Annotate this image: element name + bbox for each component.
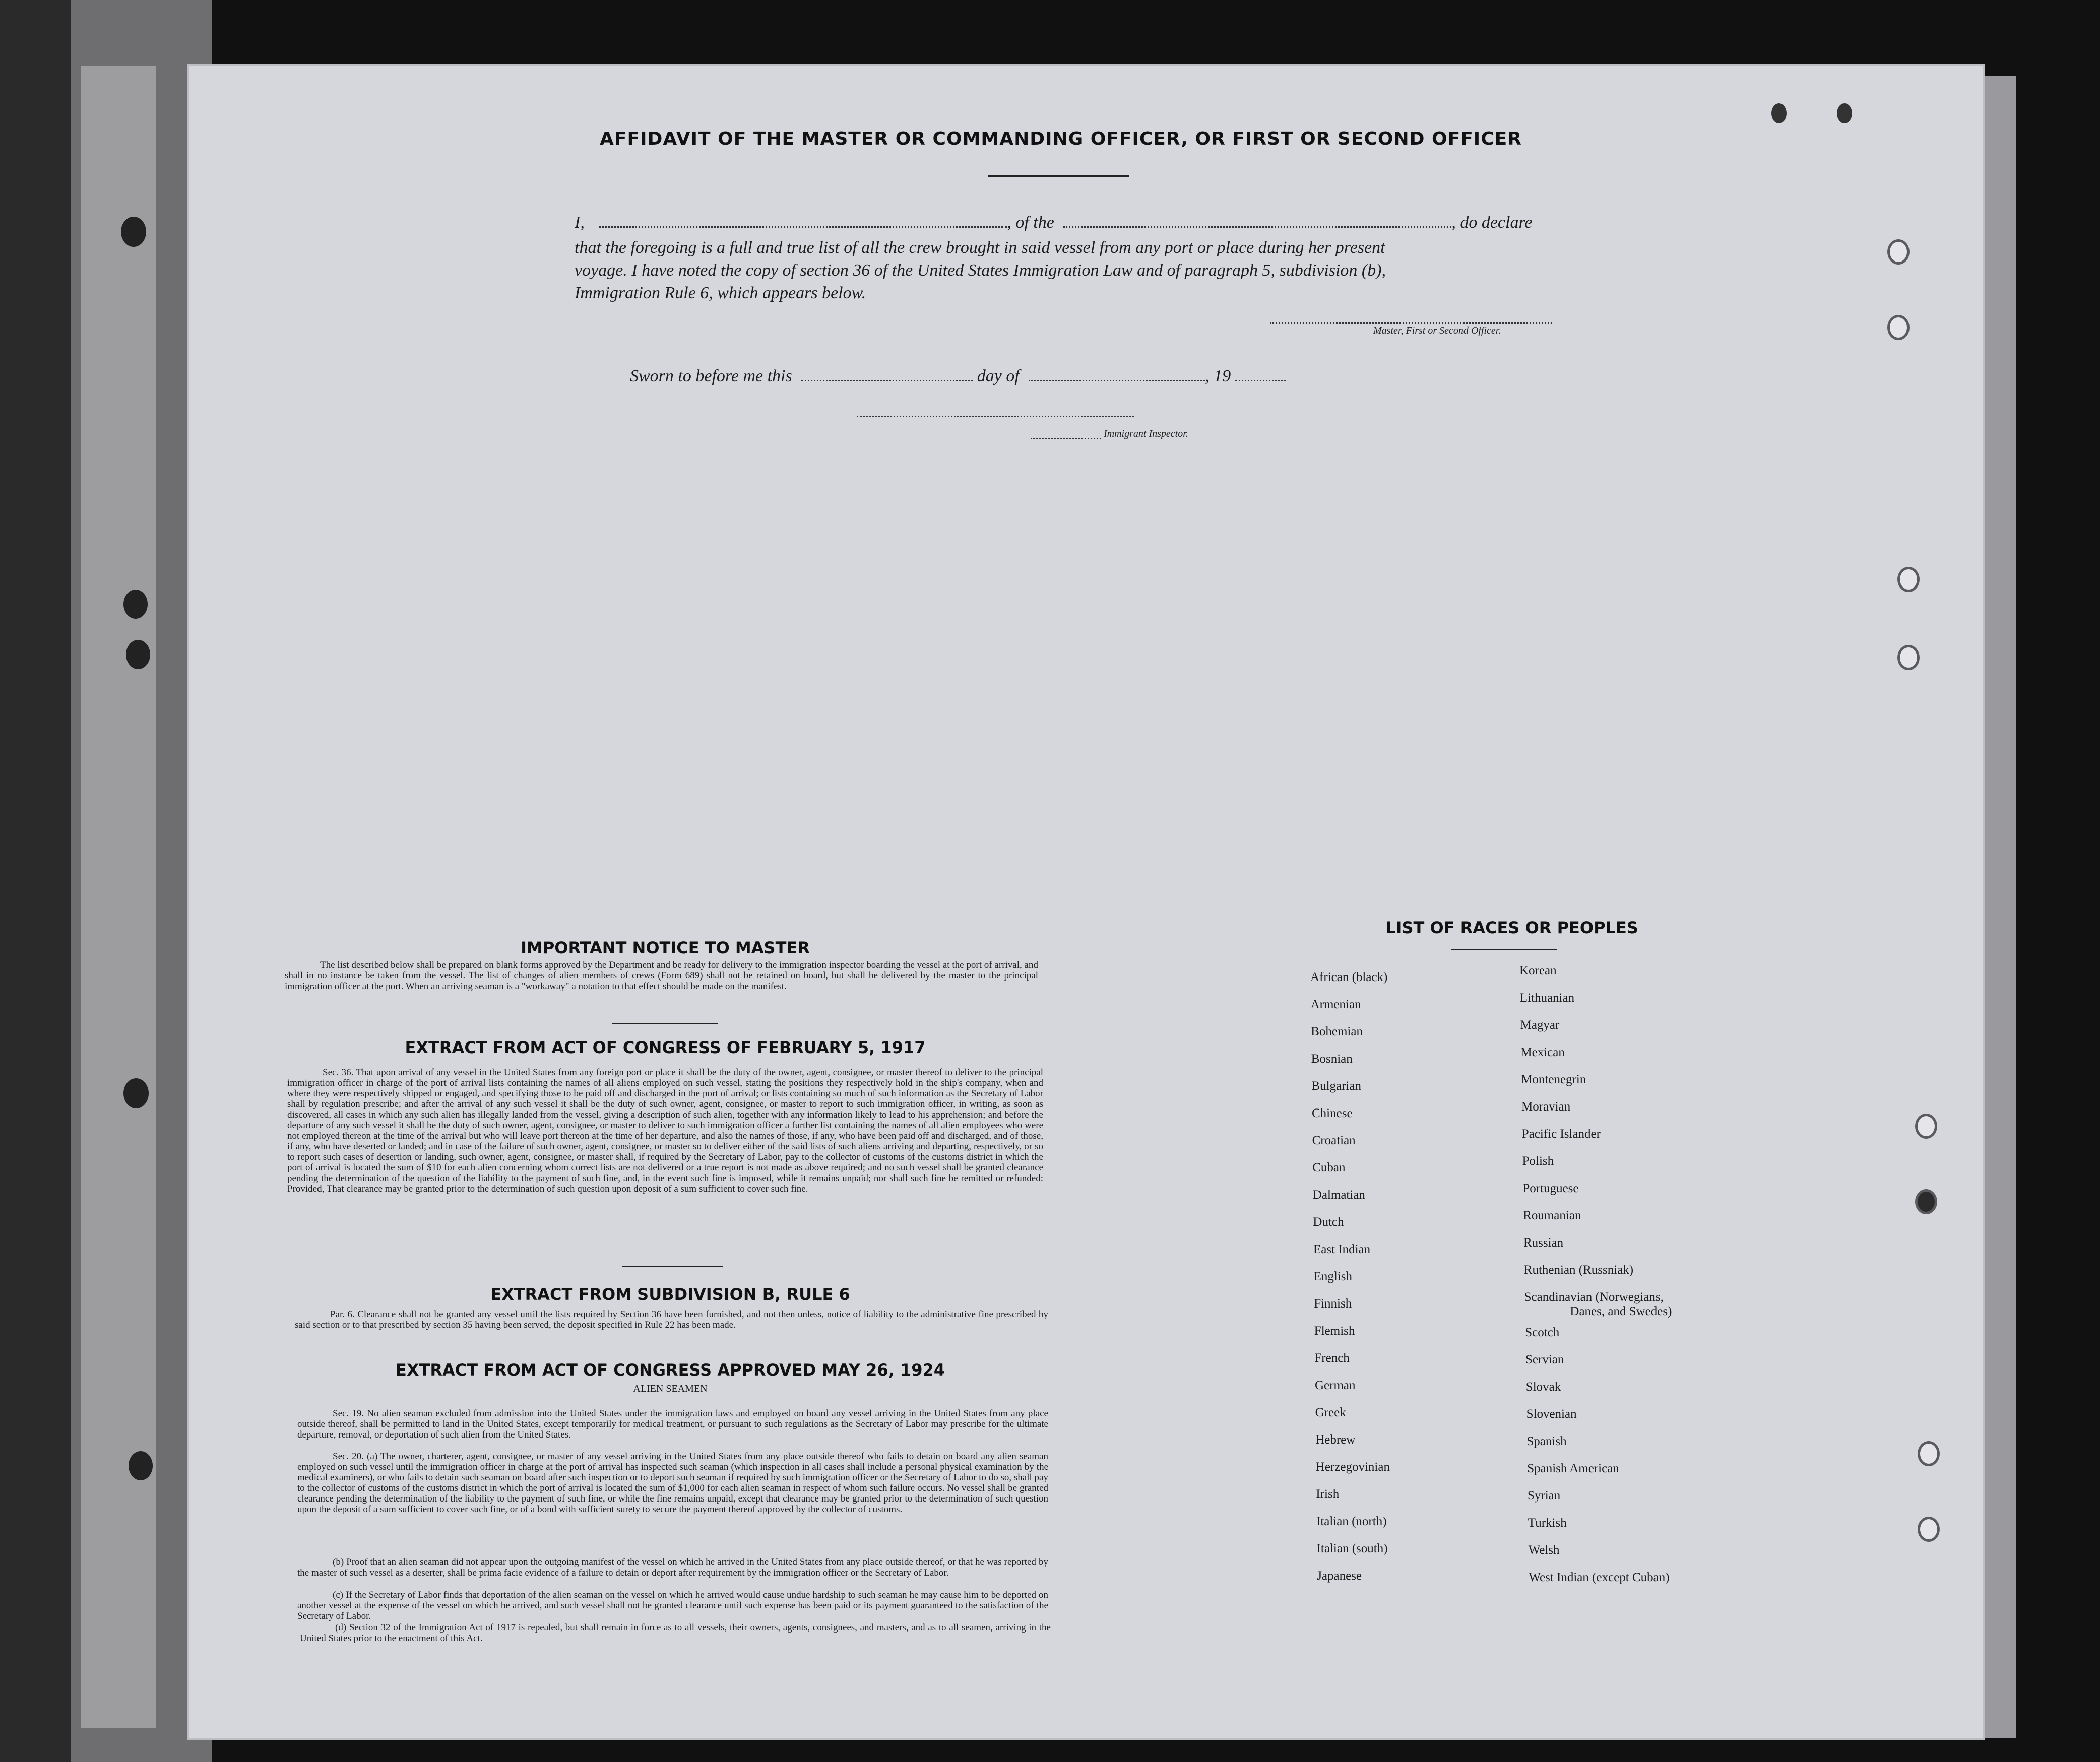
master-signature-line[interactable] [1270,312,1552,324]
race-item: Slovenian [1526,1407,1577,1421]
race-item: Finnish [1314,1297,1352,1311]
inspector-signature-line[interactable] [857,406,1134,417]
race-item: West Indian (except Cuban) [1529,1571,1670,1584]
race-item: Armenian [1310,998,1361,1011]
binder-hole [126,640,150,669]
race-item: Japanese [1317,1569,1362,1583]
race-item: Cuban [1312,1161,1346,1174]
race-item: English [1313,1270,1352,1283]
year-prefix: , 19 [1205,367,1231,385]
affidavit-line-2: that the foregoing is a full and true list of all the crew brought in said vessel from any port or place during her present [575,238,1385,257]
extract-1924-subtitle: ALIEN SEAMEN [633,1383,708,1394]
race-item: Scandinavian (Norwegians, [1524,1290,1664,1304]
sec20a-body: Sec. 20. (a) The owner, charterer, agent, consignee, or master of any vessel arriving in the United States from any place outside thereof who fails to detain on board any alien seaman employed on such vessel until the immigration officer in charge at the port of arrival has inspected such seaman (which inspection in all cases shall include a personal physical examination by the medical examiners), or who fails to detain such seaman on board after such inspection or to deport such seaman if required by such immigration officer or the Secretary of Labor to do so, shall pay to the collector of customs of the customs district in which the port of arrival is located the sum of $1,000 for each alien seaman in respect of whom such failure occurs. No vessel shall be granted clearance pending the determination of the liability to the payment of such fine, or while the fine remains unpaid, except that clearance may be granted prior to the determination of such question upon the deposit of a sum sufficient to cover such fine, or of a bond with sufficient surety to secure the payment thereof approved by the collector of customs. [297,1451,1048,1515]
binder-hole [121,217,146,247]
affidavit-title: AFFIDAVIT OF THE MASTER OR COMMANDING OFFICER, OR FIRST OR SECOND OFFICER [600,128,1522,149]
inspector-signature-line-short[interactable] [1031,431,1101,439]
sworn-day-field[interactable] [801,370,973,381]
race-item: Croatian [1312,1134,1356,1147]
race-item: Dalmatian [1312,1188,1365,1202]
race-item: Irish [1316,1487,1340,1501]
extract-1917-title: EXTRACT FROM ACT OF CONGRESS OF FEBRUARY 5, 1917 [405,1038,926,1057]
race-item: Portuguese [1522,1182,1579,1195]
races-title: LIST OF RACES OR PEOPLES [1385,918,1638,937]
race-item: Montenegrin [1521,1073,1586,1086]
binder-hole [1837,103,1852,123]
affidavit-do-declare: , do declare [1451,213,1533,232]
race-item: Lithuanian [1519,991,1575,1005]
binder-hole [129,1451,153,1480]
sworn-text: Sworn to before me this [630,367,792,385]
punch-hole [1915,1114,1937,1139]
inspector-label: Immigrant Inspector. [1104,428,1188,439]
sec20c-body: (c) If the Secretary of Labor finds that deportation of the alien seaman on the vessel on which he arrived would cause undue hardship to such seaman he may cause him to be deported on another vessel at the expense of the vessel on which he arrived, and such vessel shall not be granted clearance until such expense has been paid or its payment guaranteed to the satisfaction of the Secretary of Labor. [297,1590,1048,1621]
binder-strip [0,0,71,1762]
races-rule [1451,949,1557,950]
binder-margin [0,0,212,1762]
race-item: Pacific Islander [1521,1127,1601,1141]
master-signature-label: Master, First or Second Officer. [1373,325,1501,336]
race-item: African (black) [1310,970,1388,984]
notice-body: The list described below shall be prepared on blank forms approved by the Department and be ready for delivery to the immigration inspector boarding the vessel at the port of arrival, and shall in no instance be taken from the vessel. The list of changes of alien members of crews (Form 689) shall not be retained on board, but shall be delivered by the master to the principal immigration officer at the port. When an arriving seaman is a "workaway" a notation to that effect should be made on the manifest. [285,960,1038,992]
race-item: Bulgarian [1311,1079,1361,1093]
affidavit-line-1 [575,212,1552,234]
race-item: Dutch [1313,1215,1344,1229]
sec20d-body: (d) Section 32 of the Immigration Act of 1917 is repealed, but shall remain in force as to all vessels, their owners, agents, consignees, and masters, and as to all seamen, arriving in the United States prior to the enactment of this Act. [300,1622,1051,1644]
sworn-month-field[interactable] [1029,370,1205,381]
notice-title: IMPORTANT NOTICE TO MASTER [521,938,810,957]
sworn-year-field[interactable] [1235,370,1286,381]
race-item: Roumanian [1523,1209,1581,1222]
binder-hole [1771,103,1787,123]
race-item: Turkish [1528,1516,1567,1530]
binder-hole [123,590,148,619]
race-item: Magyar [1520,1018,1560,1032]
race-item: Russian [1523,1236,1564,1250]
race-item: Hebrew [1315,1433,1356,1447]
rule6-body: Par. 6. Clearance shall not be granted any vessel until the lists required by Section 36 have been furnished, and not then unless, notice of liability to the administrative fine prescribed by said section or to that prescribed by section 35 having been served, the deposit specified in Rule 22 has been made. [295,1309,1048,1330]
race-item: Slovak [1525,1380,1561,1394]
race-item: Chinese [1312,1106,1353,1120]
race-item: East Indian [1313,1243,1371,1256]
name-field[interactable] [599,216,1007,228]
day-of-text: day of [977,367,1020,385]
race-item: Scotch [1525,1326,1560,1339]
race-item: Ruthenian (Russniak) [1523,1263,1634,1277]
race-item: Bohemian [1311,1025,1363,1038]
title-rule [988,175,1129,177]
race-item: Herzegovinian [1315,1460,1390,1474]
race-item: Polish [1522,1154,1554,1168]
sec19-body: Sec. 19. No alien seaman excluded from admission into the United States under the immigration laws and employed on board any vessel arriving in the United States from any place outside thereof, shall be permitted to land in the United States, except temporarily for medical treatment, or pursuant to such regulations as the Secretary of Labor may prescribe for the ultimate departure, removal, or deportation of such alien from the United States. [297,1408,1048,1440]
affidavit-line-4: Immigration Rule 6, which appears below. [575,284,866,302]
race-item: Danes, and Swedes) [1570,1304,1672,1318]
section-rule [612,1023,718,1024]
race-item: Bosnian [1311,1052,1353,1066]
punch-hole [1897,567,1920,592]
races-right-column [1519,963,1761,1588]
race-item: Servian [1525,1353,1564,1366]
race-item: Syrian [1528,1489,1561,1503]
race-item: German [1315,1379,1356,1392]
race-item: Welsh [1528,1543,1560,1557]
punch-hole [1915,1189,1937,1214]
punch-hole [1897,645,1920,670]
sec20b-body: (b) Proof that an alien seaman did not appear upon the outgoing manifest of the vessel on which he arrived in the United States from any place outside thereof, or that he was reported by the master of such vessel as a deserter, shall be prima facie evidence of a failure to detain or deport after requirement by the immigration officer or the Secretary of Labor. [297,1557,1048,1578]
races-left-column [1310,970,1512,1595]
race-item: Italian (north) [1316,1515,1387,1528]
race-item: Korean [1519,964,1557,977]
race-item: Spanish American [1527,1462,1619,1475]
affidavit-of-the: , of the [1007,213,1054,232]
punch-hole [1918,1517,1940,1542]
race-item: Spanish [1526,1434,1567,1448]
vessel-field[interactable] [1063,216,1451,228]
binder-hole [123,1078,149,1108]
punch-hole [1887,239,1910,265]
extract-1924-title: EXTRACT FROM ACT OF CONGRESS APPROVED MAY 26, 1924 [395,1360,945,1380]
affidavit-i: I, [575,213,585,232]
race-item: Greek [1315,1406,1346,1419]
sworn-line [630,365,1335,387]
punch-hole [1918,1441,1940,1466]
rule6-title: EXTRACT FROM SUBDIVISION B, RULE 6 [490,1285,850,1304]
race-item: Moravian [1521,1100,1571,1114]
race-item: French [1314,1351,1350,1365]
race-item: Mexican [1520,1046,1565,1059]
affidavit-line-3: voyage. I have noted the copy of section 36 of the United States Immigration Law and of paragraph 5, subdivision (b), [575,261,1386,280]
section-rule [622,1266,723,1267]
punch-hole [1887,315,1910,340]
race-item: Italian (south) [1316,1542,1388,1555]
race-item: Flemish [1314,1324,1355,1338]
extract-1917-body: Sec. 36. That upon arrival of any vessel in the United States from any foreign port or place it shall be the duty of the owner, agent, consignee, or master thereof to deliver to the principal immigration officer in charge of the port of arrival lists containing the names of all aliens employed on such vessel, stating the positions they respectively hold in the ship's company, when and where they were respectively shipped or engaged, and specifying those to be paid off and discharged in the port of arrival; or lists containing so much of such information as the Secretary of Labor shall by regulation prescribe; and after the arrival of any such vessel it shall be the duty of such owner, agent, consignee, or master to report to such immigration officer, in writing, as soon as discovered, all cases in which any such alien has illegally landed from the vessel, giving a description of such alien, together with any information likely to lead to his apprehension; and before the departure of any such vessel it shall be the duty of such owner, agent, consignee, or master to deliver to such immigration officer a further list containing the names of all alien employees who were not employed thereon at the time of the arrival but who will leave port thereon at the time of her departure, and also the names of those, if any, who have been paid off and discharged, and of those, if any, who have deserted or landed; and in case of the failure of such owner, agent, consignee, or master so to deliver either of the said lists of such aliens arriving and departing, respectively, or so to report such cases of desertion or landing, such owner, agent, consignee, or master shall, if required by the Secretary of Labor, pay to the collector of customs of the customs district in which the port of arrival is located the sum of $10 for each alien concerning whom correct lists are not delivered or a true report is not made as above required; and no such vessel shall be granted clearance pending the determination of the question of the liability to the payment of such fine, and, in the event such fine is imposed, while it remains unpaid; nor shall such fine be remitted or refunded: Provided, That clearance may be granted prior to the determination of such question upon deposit of a sum sufficient to cover such fine. [287,1067,1043,1194]
